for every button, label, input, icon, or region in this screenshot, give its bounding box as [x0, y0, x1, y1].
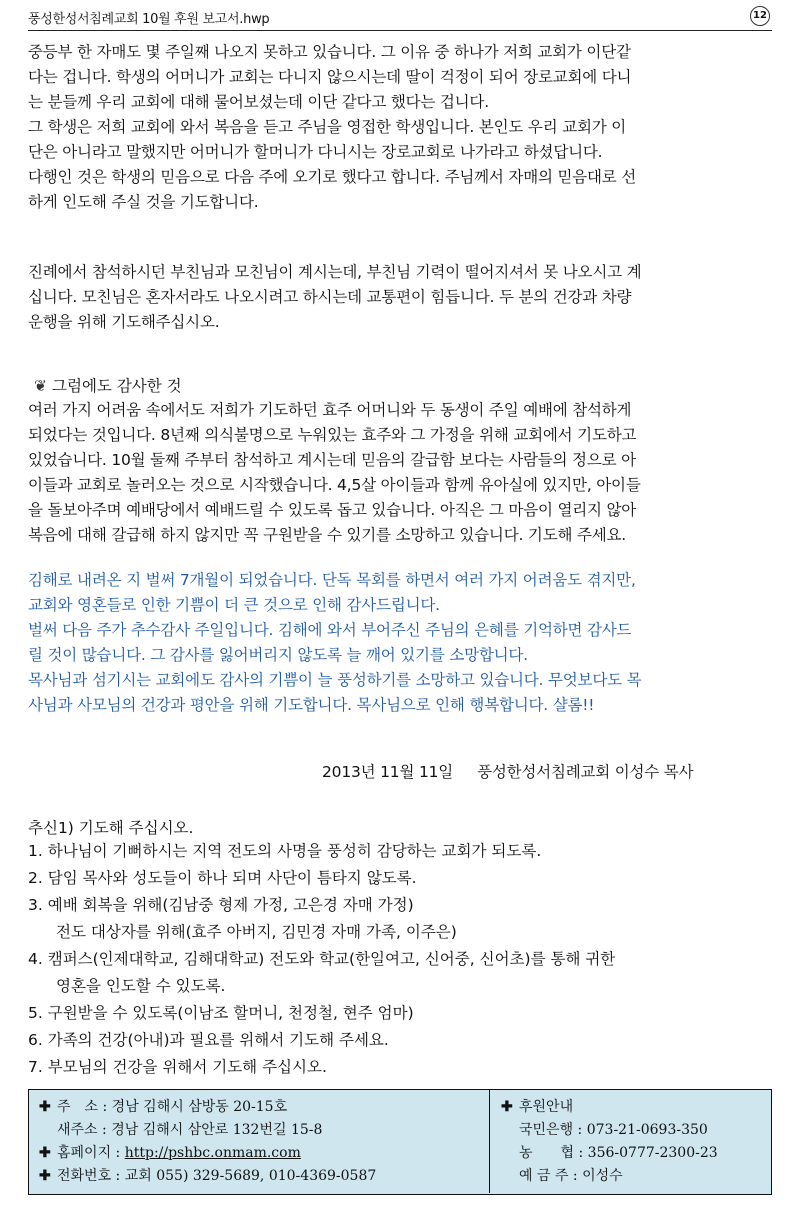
- prayer-request-list: [28, 838, 772, 1081]
- list-item: 6. 가족의 건강(아내)과 필요를 위해서 기도해 주세요.: [28, 1031, 389, 1049]
- new-address-value: 경남 김해시 삼안로 132번길 15-8: [111, 1122, 323, 1138]
- text-line: 있었습니다. 10월 둘째 주부터 참석하고 계시는데 믿음의 갈급함 보다는 사람들의 정으로 아: [28, 451, 636, 469]
- account-holder-row: [501, 1165, 761, 1188]
- postscript-title: 추신1) 기도해 주십시오.: [28, 819, 194, 837]
- signature: [322, 760, 693, 782]
- bank2-row: [501, 1142, 761, 1165]
- list-item: 2. 담임 목사와 성도들이 하나 되며 사단이 틈타지 않도록.: [28, 869, 417, 887]
- section-heading: [34, 374, 182, 399]
- text-line: 하게 인도해 주실 것을 기도합니다.: [28, 193, 259, 211]
- text-line: 벌써 다음 주가 추수감사 주일입니다. 김해에 와서 부어주신 주님의 은혜를 기억하면 감사드: [28, 621, 632, 639]
- address-value: 경남 김해시 삼방동 20-15호: [111, 1099, 288, 1115]
- phone-value: 교회 055) 329-5689, 010-4369-0587: [124, 1168, 377, 1184]
- list-item: 4. 캠퍼스(인제대학교, 김해대학교) 전도와 학교(한일여고, 신어중, 신어초)를 통해 귀한: [28, 950, 616, 968]
- text-line: 복음에 대해 갈급해 하지 않지만 꼭 구원받을 수 있기를 소망하고 있습니다. 기도해 주세요.: [28, 526, 627, 544]
- section-heading-text: 그럼에도 감사한 것: [52, 377, 182, 395]
- text-line: 운행을 위해 기도해주십시오.: [28, 313, 220, 331]
- bank2-account: 356-0777-2300-23: [587, 1145, 718, 1161]
- document-title: 풍성한성서침례교회 10월 후원 보고서.hwp: [28, 12, 270, 27]
- contact-info-box: [28, 1089, 772, 1195]
- plus-bullet-icon: ✚: [501, 1099, 513, 1115]
- list-item: 5. 구원받을 수 있도록(이남조 할머니, 천정철, 현주 엄마): [28, 1004, 414, 1022]
- text-line: 릴 것이 많습니다. 그 감사를 잃어버리지 않도록 늘 깨어 있기를 소망합니다.: [28, 646, 528, 664]
- text-line: 중등부 한 자매도 몇 주일째 나오지 못하고 있습니다. 그 이유 중 하나가 저희 교회가 이단같: [28, 43, 631, 61]
- text-line: 는 분들께 우리 교회에 대해 물어보셨는데 이단 같다고 했다는 겁니다.: [28, 93, 489, 111]
- phone-row: [39, 1165, 479, 1188]
- text-line: 이들과 교회로 놀러오는 것으로 시작했습니다. 4,5살 아이들과 함께 유아실에 있지만, 아이들: [28, 476, 641, 494]
- text-line: 십니다. 모친님은 혼자서라도 나오시려고 하시는데 교통편이 힘듭니다. 두 분의 건강과 차량: [28, 288, 632, 306]
- text-line: 그 학생은 저희 교회에 와서 복음을 듣고 주님을 영접한 학생입니다. 본인도 우리 교회가 이: [28, 118, 627, 136]
- paragraph-closing: [28, 568, 772, 718]
- floral-heart-icon: ❦: [34, 377, 47, 395]
- text-line: 되었다는 것입니다. 8년째 의식불명으로 누워있는 효주와 그 가정을 위해 교회에서 기도하고: [28, 426, 637, 444]
- homepage-link[interactable]: http://pshbc.onmam.com: [124, 1145, 301, 1161]
- paragraph-parents: [28, 260, 772, 335]
- address-label: 주 소 :: [57, 1099, 112, 1115]
- bank1-row: [501, 1119, 761, 1142]
- page-number: 12: [750, 6, 770, 26]
- document-header: [28, 6, 772, 31]
- paragraph-thanks: [28, 398, 772, 548]
- text-line: 진례에서 참석하시던 부친님과 모친님이 계시는데, 부친님 기력이 떨어지셔서 못 나오시고 계: [28, 263, 642, 281]
- bank1-account: 073-21-0693-350: [586, 1122, 708, 1138]
- holder-value: 이성수: [582, 1168, 623, 1184]
- text-line: 단은 아니라고 말했지만 어머니가 할머니가 다니시는 장로교회로 나가라고 하셨답니다.: [28, 143, 603, 161]
- signature-author: 풍성한성서침례교회 이성수 목사: [477, 763, 694, 781]
- text-line: 다행인 것은 학생의 믿음으로 다음 주에 오기로 했다고 합니다. 주님께서 자매의 믿음대로 선: [28, 168, 637, 186]
- bank1-label: 국민은행 :: [519, 1122, 587, 1138]
- text-line: 목사님과 섬기시는 교회에도 감사의 기쁨이 늘 풍성하기를 소망하고 있습니다. 무엇보다도 목: [28, 671, 642, 689]
- paragraph-middle-school-student: [28, 40, 772, 215]
- text-line: 교회와 영혼들로 인한 기쁨이 더 큰 것으로 인해 감사드립니다.: [28, 596, 440, 614]
- new-address-label: 새주소 :: [57, 1122, 112, 1138]
- homepage-row: [39, 1142, 479, 1165]
- text-line: 을 돌보아주며 예배당에서 예배드릴 수 있도록 돕고 있습니다. 아직은 그 마음이 열리지 않아: [28, 501, 637, 519]
- text-line: 다는 겁니다. 학생의 어머니가 교회는 다니지 않으시는데 딸이 걱정이 되어 장로교회에 다니: [28, 68, 632, 86]
- support-info: [501, 1096, 761, 1188]
- list-item: 3. 예배 회복을 위해(김남중 형제 가정, 고은경 자매 가정): [28, 896, 414, 914]
- homepage-label: 홈페이지 :: [57, 1145, 125, 1161]
- text-line: 사님과 사모님의 건강과 평안을 위해 기도합니다. 목사님으로 인해 행복합니다. 샬롬!!: [28, 696, 595, 714]
- phone-label: 전화번호 :: [57, 1168, 125, 1184]
- plus-bullet-icon: ✚: [39, 1168, 51, 1184]
- new-address-row: [39, 1119, 479, 1142]
- holder-label: 예 금 주 :: [519, 1168, 583, 1184]
- support-title-row: [501, 1096, 761, 1119]
- plus-bullet-icon: ✚: [39, 1099, 51, 1115]
- text-line: 여러 가지 어려움 속에서도 저희가 기도하던 효주 어머니와 두 동생이 주일 예배에 참석하게: [28, 401, 632, 419]
- list-item: 1. 하나님이 기뻐하시는 지역 전도의 사명을 풍성히 감당하는 교회가 되도록.: [28, 842, 542, 860]
- plus-bullet-icon: ✚: [39, 1145, 51, 1161]
- text-line: 김해로 내려온 지 벌써 7개월이 되었습니다. 단독 목회를 하면서 여러 가지 어려움도 겪지만,: [28, 571, 636, 589]
- church-contact: [39, 1096, 479, 1188]
- list-item: 영혼을 인도할 수 있도록.: [56, 977, 226, 995]
- support-title: 후원안내: [519, 1099, 574, 1115]
- bank2-label: 농 협 :: [519, 1145, 588, 1161]
- footer-divider: [489, 1090, 490, 1193]
- list-item: 7. 부모님의 건강을 위해서 기도해 주십시오.: [28, 1058, 327, 1076]
- list-item: 전도 대상자를 위해(효주 아버지, 김민경 자매 가족, 이주은): [56, 923, 457, 941]
- address-row: [39, 1096, 479, 1119]
- signature-date: 2013년 11월 11일: [322, 763, 454, 781]
